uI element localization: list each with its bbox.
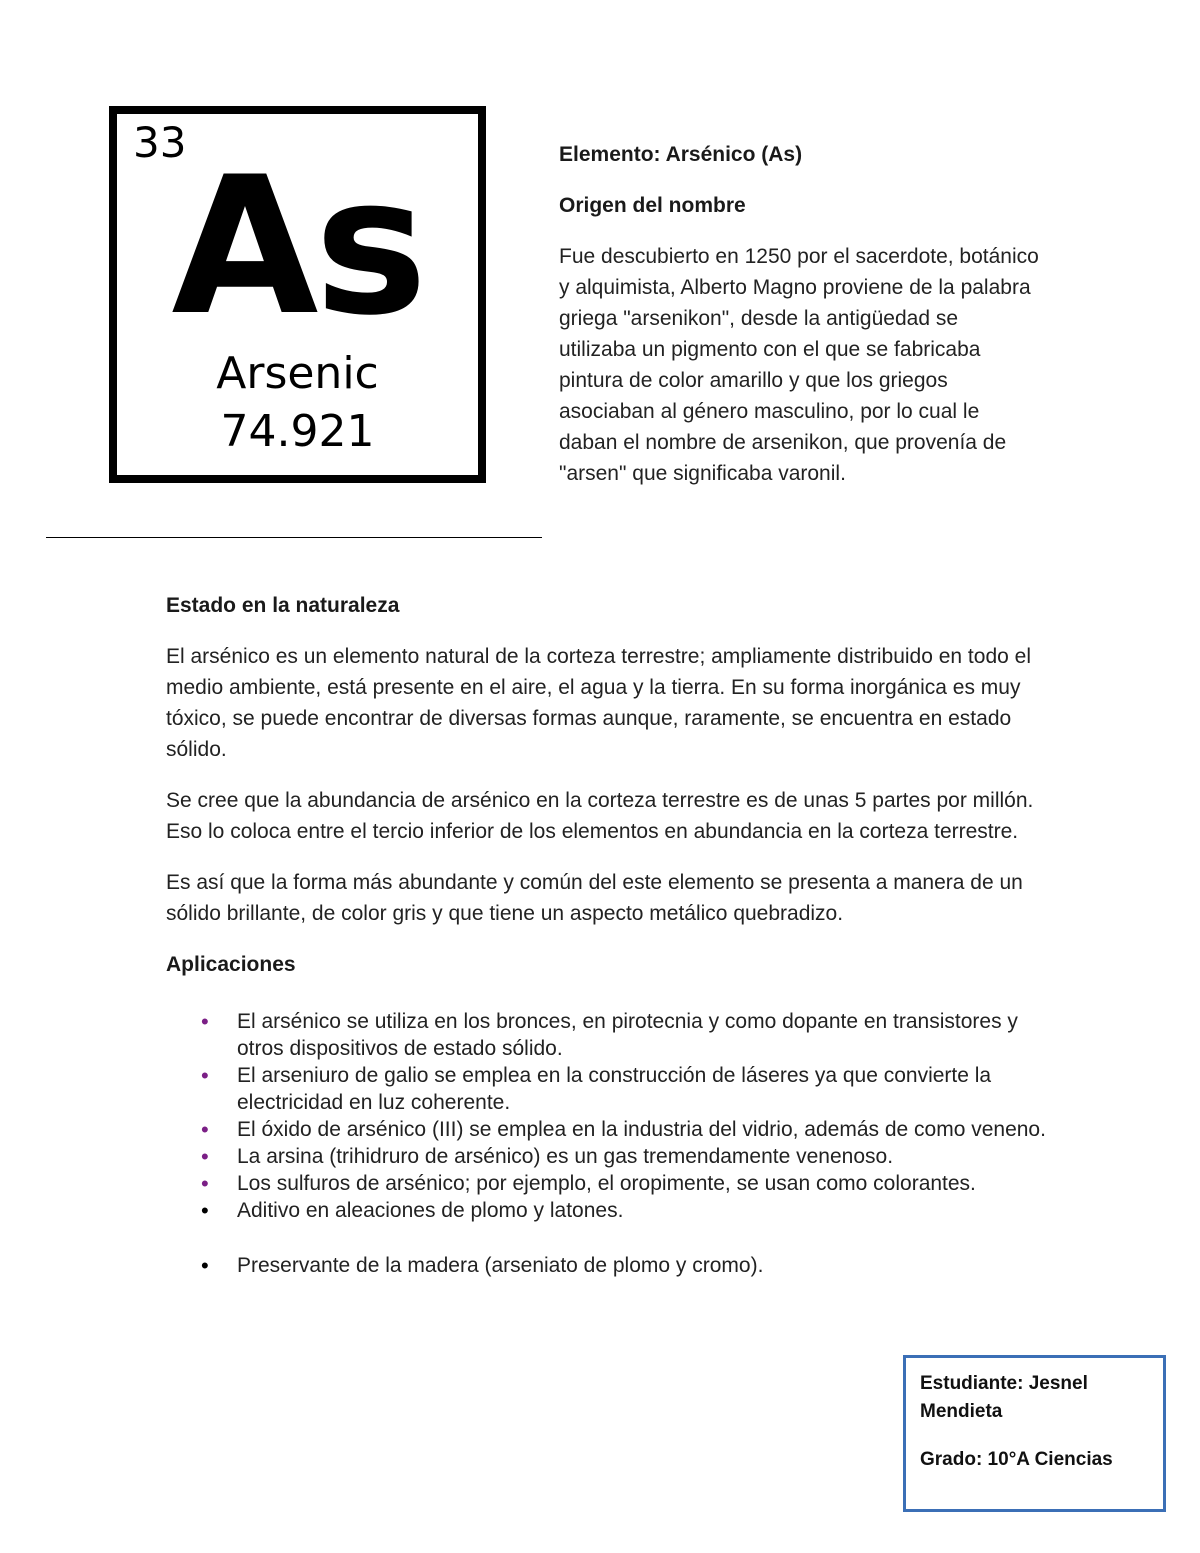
- list-item: [166, 1197, 1046, 1224]
- origin-text: Fue descubierto en 1250 por el sacerdote, botánico y alquimista, Alberto Magno proviene de la palabra griega "arsenikon", desde la antigüedad se utilizaba un pigmento con el que se fabricaba pintura de color amarillo y que los griegos asociaban al género masculino, por lo cual le daban el nombre de arsenikon, que provenía de "arsen" que significaba varonil.: [559, 245, 1039, 485]
- student-name: Estudiante: Jesnel Mendieta: [920, 1373, 1088, 1422]
- element-symbol: As: [171, 136, 424, 357]
- bullet-icon: •: [201, 1063, 209, 1088]
- origin-heading: Origen del nombre: [559, 194, 746, 217]
- bullet-icon: •: [201, 1117, 209, 1142]
- bullet-icon: •: [201, 1171, 209, 1196]
- list-item-text: El arseniuro de galio se emplea en la construcción de láseres ya que convierte la electricidad en luz coherente.: [237, 1064, 992, 1114]
- applications-heading: Aplicaciones: [166, 953, 296, 976]
- list-item: [166, 1116, 1046, 1143]
- applications-list: [166, 1008, 1046, 1279]
- element-card: [109, 106, 486, 483]
- nature-paragraph: Se cree que la abundancia de arsénico en la corteza terrestre es de unas 5 partes por millón. Eso lo coloca entre el tercio inferior de los elementos en abundancia en la corteza terrestre.: [166, 789, 1034, 843]
- element-info: [559, 139, 1039, 489]
- bullet-icon: •: [201, 1144, 209, 1169]
- element-title: Elemento: Arsénico (As): [559, 143, 803, 166]
- horizontal-divider: [46, 537, 542, 538]
- nature-paragraph: El arsénico es un elemento natural de la corteza terrestre; ampliamente distribuido en todo el medio ambiente, está presente en el aire, el agua y la tierra. En su forma inorgánica es muy tóxico, se puede encontrar de diversas formas aunque, raramente, se encuentra en estado sólido.: [166, 645, 1031, 761]
- student-grade: Grado: 10°A Ciencias: [920, 1449, 1113, 1470]
- list-item-text: Aditivo en aleaciones de plomo y latones.: [237, 1199, 624, 1222]
- student-info-box: [903, 1355, 1166, 1512]
- list-item: [166, 1170, 1046, 1197]
- bullet-icon: •: [201, 1253, 209, 1278]
- main-content: [166, 590, 1046, 1279]
- list-item-text: El arsénico se utiliza en los bronces, en pirotecnia y como dopante en transistores y otros dispositivos de estado sólido.: [237, 1010, 1018, 1060]
- bullet-icon: •: [201, 1198, 209, 1223]
- list-item-text: El óxido de arsénico (III) se emplea en la industria del vidrio, además de como veneno.: [237, 1118, 1046, 1141]
- atomic-mass: 74.921: [220, 406, 375, 457]
- list-item: [166, 1143, 1046, 1170]
- list-item-text: La arsina (trihidruro de arsénico) es un gas tremendamente venenoso.: [237, 1145, 894, 1168]
- list-item-text: Los sulfuros de arsénico; por ejemplo, el oropimente, se usan como colorantes.: [237, 1172, 976, 1195]
- list-item: [166, 1008, 1046, 1062]
- list-item-text: Preservante de la madera (arseniato de plomo y cromo).: [237, 1254, 764, 1277]
- nature-paragraph: Es así que la forma más abundante y común del este elemento se presenta a manera de un sólido brillante, de color gris y que tiene un aspecto metálico quebradizo.: [166, 871, 1023, 925]
- list-item: [166, 1252, 1046, 1279]
- list-item: [166, 1062, 1046, 1116]
- nature-heading: Estado en la naturaleza: [166, 594, 400, 617]
- element-name: Arsenic: [216, 348, 379, 399]
- atomic-number: 33: [133, 118, 187, 167]
- bullet-icon: •: [201, 1009, 209, 1034]
